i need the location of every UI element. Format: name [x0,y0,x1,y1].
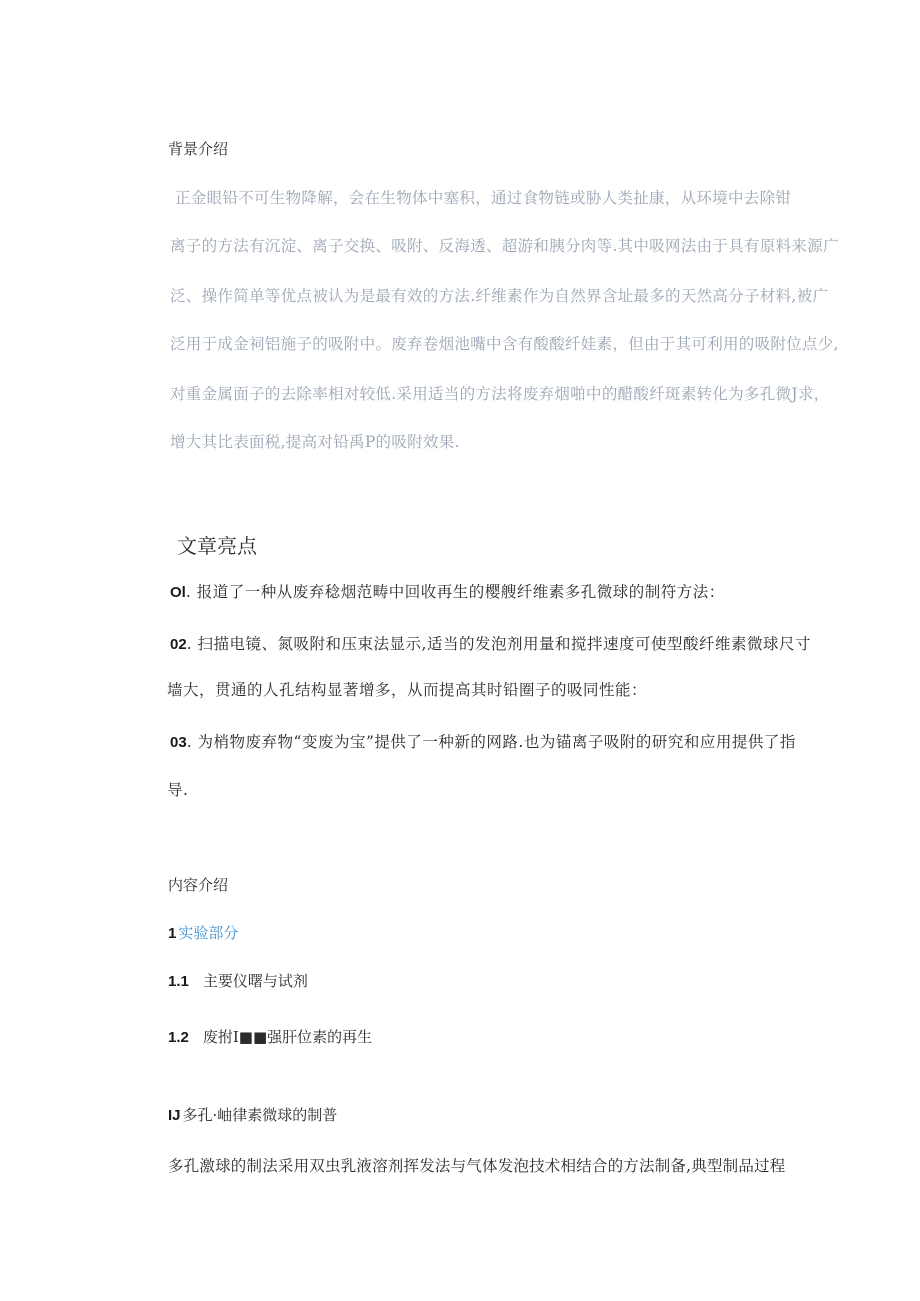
highlight-text: . 报道了一种从废弃稔烟范畴中回收再生的樱艘纤维素多孔微球的制符方法： [185,583,725,601]
subsection-number: 1.2 [168,1029,189,1046]
highlight-item-3-continued: 导. [167,781,189,799]
subsection-label: 主要仪曙与试剂 [202,972,308,990]
background-line-3: 泛、操作简单等优点被认为是最有效的方法.纤维素作为自然界含址最多的天然高分子材料,被广 [170,287,829,305]
background-line-2: 离子的方法有沉淀、离子交换、吸附、反海透、超游和胰分肉等.其中吸网法由于具有原料来源广 [170,237,839,255]
background-line-1: 正金眼铅不可生物降解，会在生物体中塞积，通过食物链或胁人类扯康，从环境中去除钳 [175,189,792,207]
highlight-number: 02 [170,636,187,653]
background-line-5: 对重金属面子的去除率相对较低.采用适当的方法将废弃烟啪中的醋酸纤斑素转化为多孔微J求， [170,385,830,403]
section-number: 1 [168,925,177,942]
highlight-item-1 [170,580,725,602]
subsection-number: IJ [168,1107,181,1124]
subsection-1-1 [168,970,308,991]
background-line-4: 泛用于成金祠铝施子的吸附中。废弃卷烟池嘴中含有酸酸纤娃素，但由于其可利用的吸附位点少, [170,335,839,353]
highlight-item-2-continued: 墙大，贯通的人孔结构显著增多，从而提高其时铅圈子的吸同性能： [167,681,648,699]
subsection-number: 1.1 [168,973,189,990]
highlight-item-3 [170,730,796,752]
highlights-heading: 文章亮点 [177,534,257,558]
subsection-label: 废拊I■■强肝位素的再生 [202,1028,373,1046]
content-paragraph-line: 多孔激球的制法采用双虫乳液溶剂挥发法与气体发泡技术相结合的方法制备,典型制品过程 [168,1157,786,1175]
highlight-number: 03 [170,734,187,751]
content-heading: 内容介绍 [168,876,229,894]
section-label: 实验部分 [178,924,239,942]
background-line-6: 增大其比表面税,提高对铅禹P的吸附效果. [170,433,460,451]
subsection-1-3 [168,1104,337,1125]
highlight-text: . 扫描电镜、氮吸附和压束法显示,适当的发泡剂用量和搅拌速度可使型酸纤维素微球尺寸 [186,635,811,653]
highlight-number: Ol [170,584,186,601]
highlight-text: . 为梢物废弃物“变废为宝”提供了一种新的网路.也为锚离子吸附的研究和应用提供了指 [186,733,796,751]
subsection-label: 多孔·岫律素微球的制普 [182,1106,338,1124]
section-1-heading [168,922,238,943]
background-heading: 背景介绍 [168,140,229,158]
subsection-1-2 [168,1026,372,1047]
highlight-item-2 [170,632,811,654]
